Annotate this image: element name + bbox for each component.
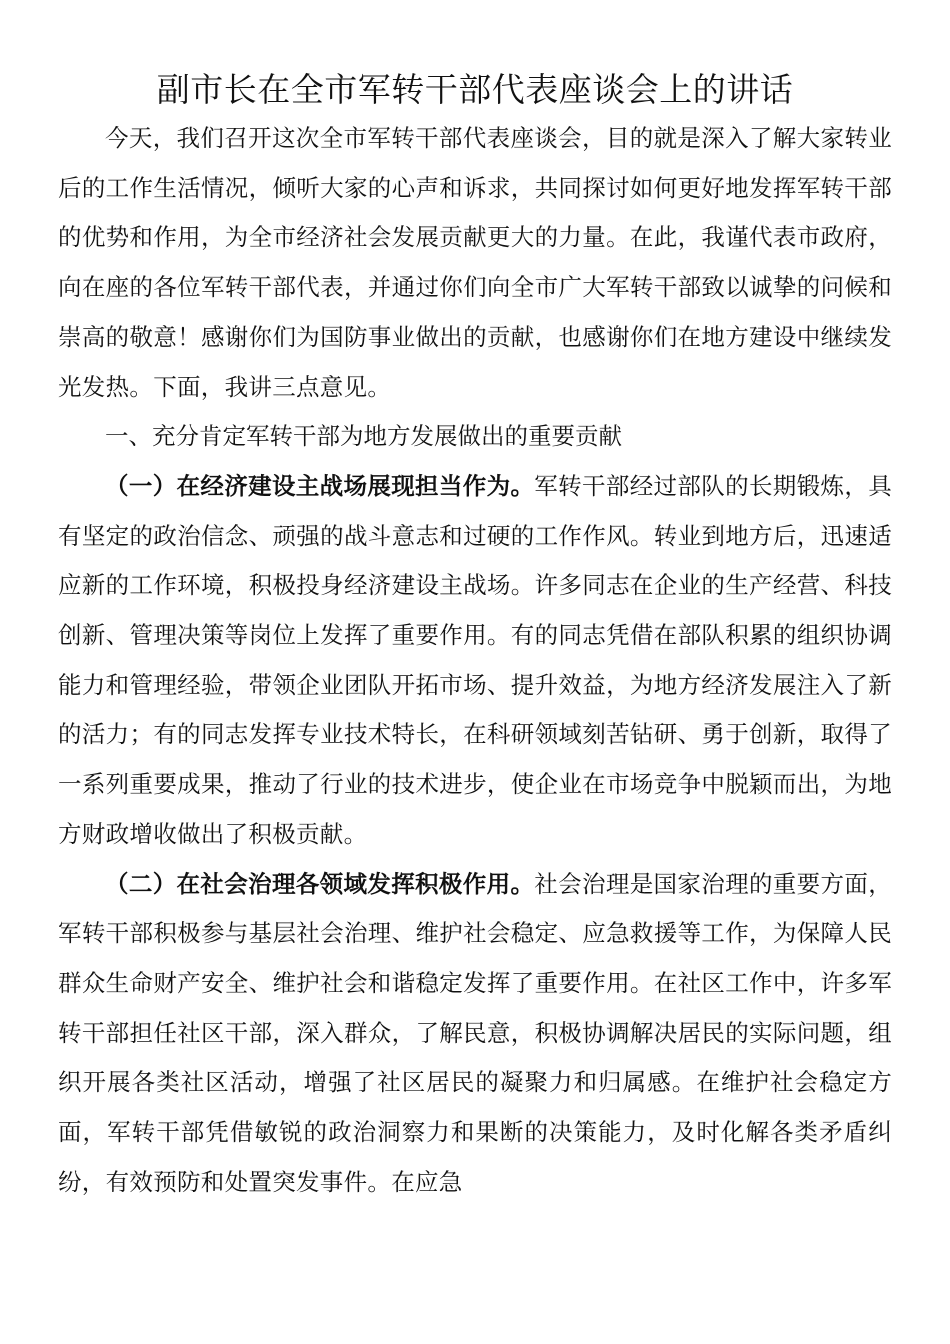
point-lead-2: （二）在社会治理各领域发挥积极作用。	[105, 869, 535, 898]
point-text-1: 军转干部经过部队的长期锻炼，具有坚定的政治信念、顽强的战斗意志和过硬的工作作风。转业到地方后，迅速适应新的工作环境，积极投身经济建设主战场。许多同志在企业的生产经营、科技创新、管理决策等岗位上发挥了重要作用。有的同志凭借在部队积累的组织协调能力和管理经验，带领企业团队开拓市场、提升效益，为地方经济发展注入了新的活力；有的同志发挥专业技术特长，在科研领域刻苦钻研、勇于创新，取得了一系列重要成果，推动了行业的技术进步，使企业在市场竞争中脱颖而出，为地方财政增收做出了积极贡献。	[58, 471, 892, 848]
document-body	[58, 114, 892, 1207]
section-heading-1: 一、充分肯定军转干部为地方发展做出的重要贡献	[105, 422, 622, 451]
intro-paragraph: 今天，我们召开这次全市军转干部代表座谈会，目的就是深入了解大家转业后的工作生活情况，倾听大家的心声和诉求，共同探讨如何更好地发挥军转干部的优势和作用，为全市经济社会发展贡献更大的力量。在此，我谨代表市政府，向在座的各位军转干部代表，并通过你们向全市广大军转干部致以诚挚的问候和崇高的敬意！感谢你们为国防事业做出的贡献，也感谢你们在地方建设中继续发光发热。下面，我讲三点意见。	[58, 124, 892, 401]
point-lead-1: （一）在经济建设主战场展现担当作为。	[105, 471, 535, 500]
point-paragraph-1	[58, 462, 892, 860]
point-text-2: 社会治理是国家治理的重要方面，军转干部积极参与基层社会治理、维护社会稳定、应急救援等工作，为保障人民群众生命财产安全、维护社会和谐稳定发挥了重要作用。在社区工作中，许多军转干部担任社区干部，深入群众，了解民意，积极协调解决居民的实际问题，组织开展各类社区活动，增强了社区居民的凝聚力和归属感。在维护社会稳定方面，军转干部凭借敏锐的政治洞察力和果断的决策能力，及时化解各类矛盾纠纷，有效预防和处置突发事件。在应急	[58, 869, 892, 1196]
document-title: 副市长在全市军转干部代表座谈会上的讲话	[156, 70, 794, 109]
point-paragraph-2	[58, 860, 892, 1208]
